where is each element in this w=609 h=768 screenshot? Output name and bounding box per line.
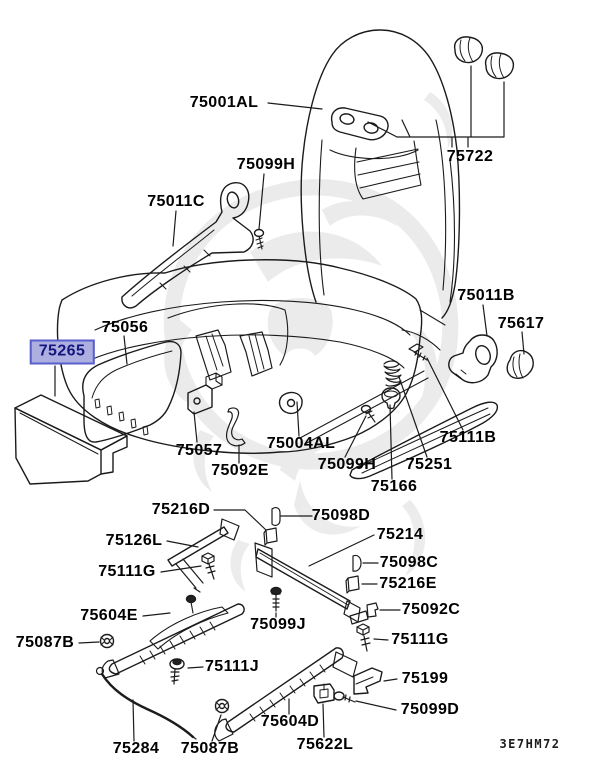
part-label-75099D[interactable]: 75099D: [400, 701, 460, 718]
part-label-75004AL[interactable]: 75004AL: [266, 435, 336, 452]
part-label-75099J[interactable]: 75099J: [250, 616, 306, 633]
part-label-75111J[interactable]: 75111J: [204, 658, 260, 675]
part-label-75011B[interactable]: 75011B: [457, 287, 515, 304]
drawing-code: 3E7HM72: [499, 737, 561, 751]
part-label-75087B-2[interactable]: 75087B: [180, 740, 240, 757]
part-label-75099H-2[interactable]: 75099H: [317, 456, 377, 473]
part-label-75099H-1[interactable]: 75099H: [236, 156, 296, 173]
part-label-75722[interactable]: 75722: [446, 148, 494, 165]
part-label-75111B[interactable]: 75111B: [439, 429, 497, 446]
part-label-75098C[interactable]: 75098C: [379, 554, 439, 571]
part-label-75214[interactable]: 75214: [376, 526, 424, 543]
part-label-75604D[interactable]: 75604D: [260, 713, 320, 730]
part-label-75251[interactable]: 75251: [405, 456, 453, 473]
part-label-75098D[interactable]: 75098D: [311, 507, 371, 524]
part-label-75166[interactable]: 75166: [370, 478, 418, 495]
seat-cushion-drawing: [57, 260, 428, 453]
part-label-75622L[interactable]: 75622L: [296, 736, 354, 753]
part-label-75199[interactable]: 75199: [401, 670, 449, 687]
part-label-75092C[interactable]: 75092C: [401, 601, 461, 618]
part-label-75617[interactable]: 75617: [497, 315, 545, 332]
part-label-75265-highlighted[interactable]: 75265: [30, 340, 95, 365]
part-label-75216D[interactable]: 75216D: [151, 501, 211, 518]
part-label-75284[interactable]: 75284: [112, 740, 160, 757]
part-label-75216E[interactable]: 75216E: [379, 575, 437, 592]
headrest-guides-drawing: [455, 37, 514, 79]
part-label-75057[interactable]: 75057: [175, 442, 223, 459]
part-label-75111G-2[interactable]: 75111G: [391, 631, 449, 648]
part-label-75092E[interactable]: 75092E: [211, 462, 269, 479]
part-label-75001AL[interactable]: 75001AL: [189, 94, 259, 111]
part-label-75604E[interactable]: 75604E: [80, 607, 138, 624]
part-label-75126L[interactable]: 75126L: [105, 532, 163, 549]
part-label-75111G-1[interactable]: 75111G: [98, 563, 156, 580]
part-label-75087B-1[interactable]: 75087B: [15, 634, 75, 651]
part-label-75011C[interactable]: 75011C: [147, 193, 205, 210]
part-label-75056[interactable]: 75056: [101, 319, 149, 336]
